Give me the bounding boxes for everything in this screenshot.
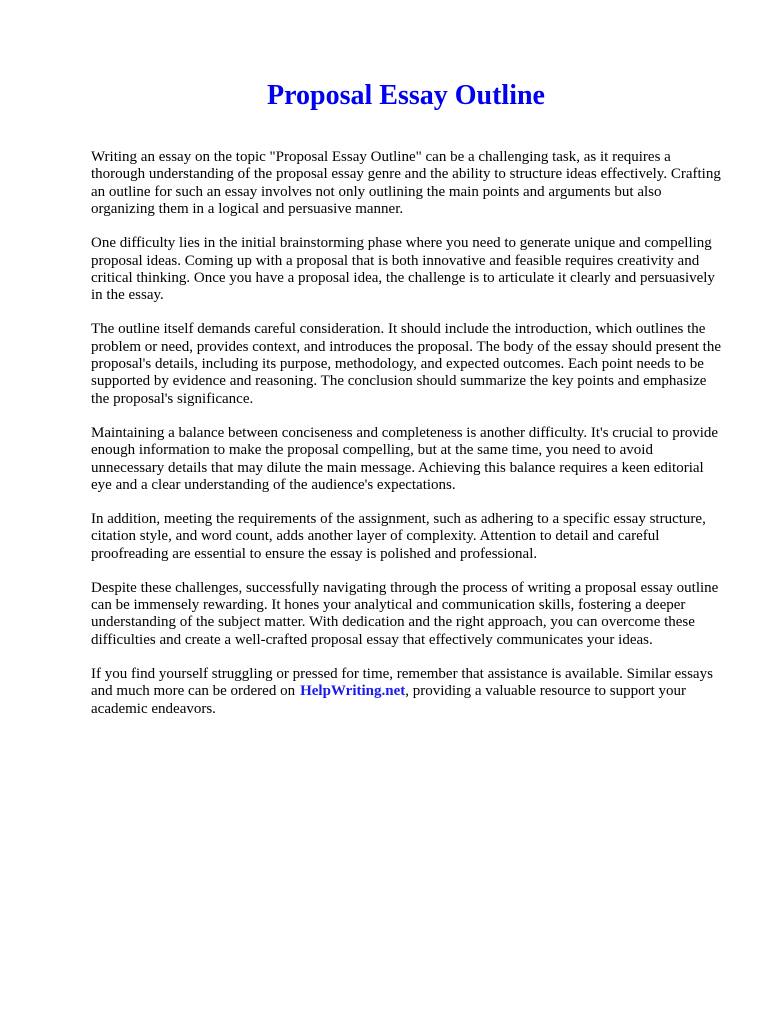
paragraph-requirements: In addition, meeting the requirements of the assignment, such as adhering to a specific essay structure, citation style, and word count, adds another layer of complexity. Attention to detail and careful proofreading are essential to ensure the essay is polished and professional. (91, 510, 706, 562)
closing-text-after-link: , providing a valuable resource to support your academic endeavors. (91, 683, 686, 717)
document-page (91, 80, 721, 734)
helpwriting-link[interactable]: HelpWriting.net (300, 683, 406, 700)
closing-text-before-link: If you find yourself struggling or pressed for time, remember that assistance is available. Similar essays and much more can be ordered on (91, 665, 713, 700)
paragraph-balance: Maintaining a balance between conciseness and completeness is another difficulty. It's crucial to provide enough information to make the proposal compelling, but at the same time, you need to avoid unnecessary details that may dilute the main message. Achieving this balance requires a keen editorial eye and a clear understanding of the audience's expectations. (91, 424, 719, 493)
paragraph-closing (91, 666, 721, 718)
paragraph-intro: Writing an essay on the topic "Proposal Essay Outline" can be a challenging task, as it requires a thorough understanding of the proposal essay genre and the ability to structure ideas effectively. Crafting an outline for such an essay involves not only outlining the main points and arguments but also organizing them in a logical and persuasive manner. (91, 149, 721, 218)
paragraph-rewarding: Despite these challenges, successfully navigating through the process of writing a proposal essay outline can be immensely rewarding. It hones your analytical and communication skills, fostering a deeper understanding of the subject matter. With dedication and the right approach, you can overcome these difficulties and create a well-crafted proposal essay that effectively communicates your ideas. (91, 579, 719, 648)
paragraph-brainstorming: One difficulty lies in the initial brainstorming phase where you need to generate unique and compelling proposal ideas. Coming up with a proposal that is both innovative and feasible requires creativity and critical thinking. Once you have a proposal idea, the challenge is to articulate it clearly and persuasively in the essay. (91, 235, 715, 304)
document-title: Proposal Essay Outline (267, 80, 545, 111)
paragraph-outline: The outline itself demands careful consideration. It should include the introduction, which outlines the problem or need, provides context, and introduces the proposal. The body of the essay should present the proposal's details, including its purpose, methodology, and expected outcomes. Each point needs to be supported by evidence and reasoning. The conclusion should summarize the key points and emphasize the proposal's significance. (91, 321, 721, 407)
